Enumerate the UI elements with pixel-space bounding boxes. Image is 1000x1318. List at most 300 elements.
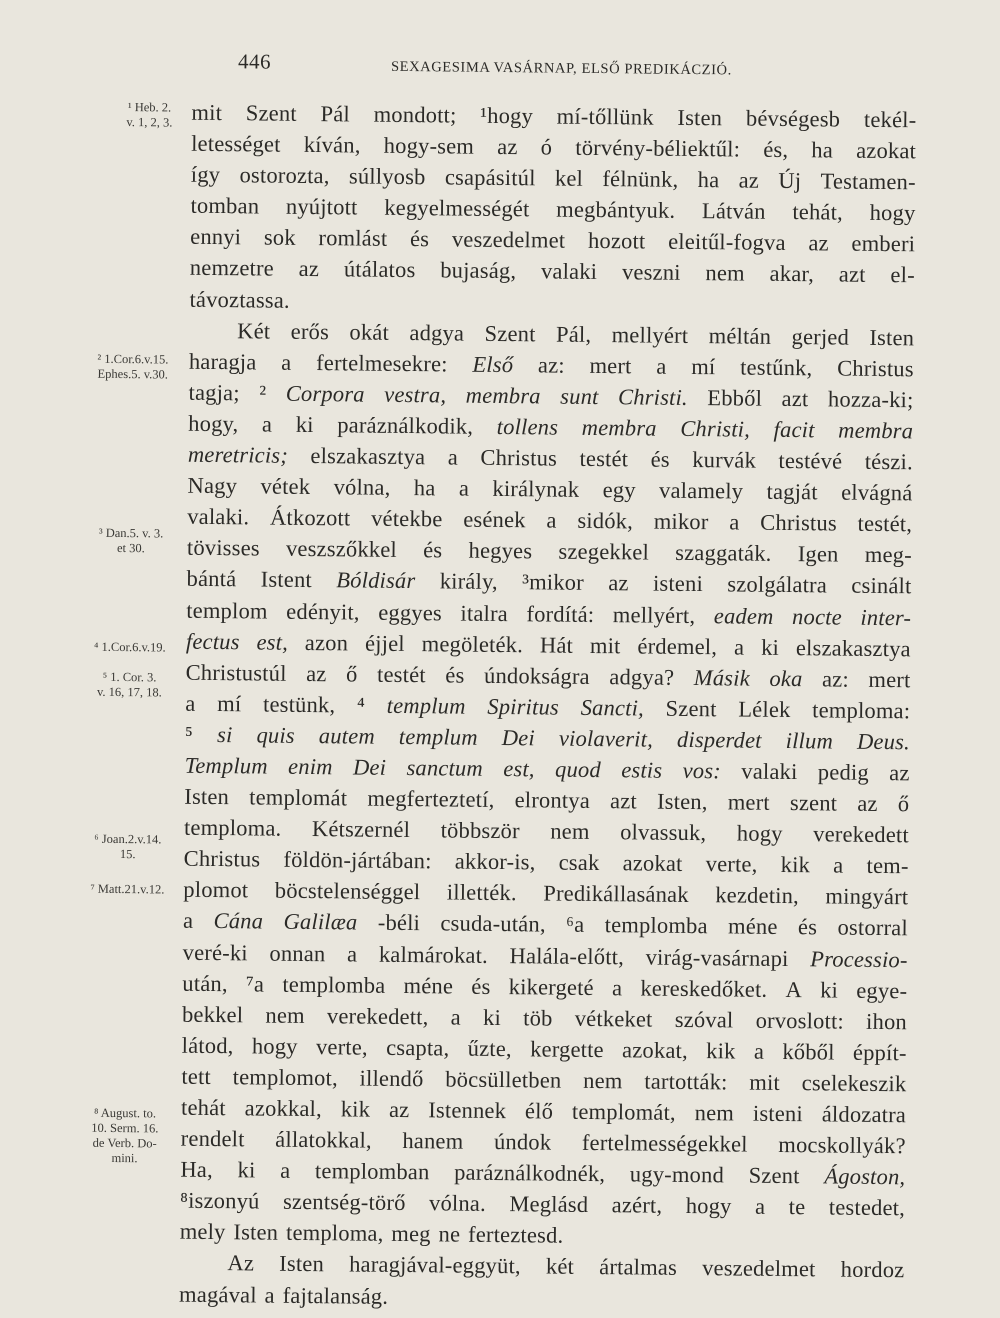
word: mert	[868, 666, 911, 692]
italic-word: Sancti,	[580, 694, 645, 721]
word: hogy	[736, 820, 783, 847]
word: vétekbe	[371, 505, 443, 532]
word: rendelt	[180, 1125, 245, 1152]
word: hanem	[402, 1128, 464, 1154]
word: a	[753, 1038, 765, 1064]
word: csapásitúl	[444, 164, 536, 191]
word: félnünk,	[602, 166, 679, 193]
word: egye-	[856, 977, 908, 1003]
word: méne	[403, 972, 454, 999]
word: Pál,	[555, 321, 592, 347]
word: a	[450, 1004, 462, 1030]
word: csapta,	[386, 1034, 450, 1061]
margin-note-line: et 30.	[116, 540, 145, 556]
word: templomát,	[571, 1098, 676, 1125]
word: Isten	[233, 1219, 279, 1246]
word: csinált	[851, 573, 912, 599]
word: a	[281, 349, 292, 375]
word: úndok	[493, 1129, 552, 1155]
italic-word: facit	[773, 416, 815, 443]
word: a	[733, 634, 745, 660]
italic-word: quis	[256, 722, 295, 748]
word: útálatos	[343, 256, 416, 283]
page-header	[6, 47, 1000, 87]
word: érdemel,	[637, 633, 718, 659]
word: Szent	[665, 695, 717, 722]
word: földön-jártában:	[283, 846, 432, 874]
word: azokat,	[622, 1037, 689, 1063]
word: ⁶a	[565, 912, 585, 938]
word: ó	[540, 134, 553, 160]
word: hogy,	[188, 410, 239, 437]
word: Christus	[837, 355, 914, 382]
word: mert	[589, 352, 632, 379]
word: a	[185, 690, 196, 716]
word: azokat	[622, 850, 683, 877]
word: testét	[579, 445, 629, 472]
word: esének	[463, 506, 526, 533]
word: Christus	[183, 845, 261, 872]
word: vétkeket	[574, 1005, 653, 1032]
italic-word: membra	[581, 414, 657, 441]
word: elrontya	[514, 787, 591, 814]
margin-note-line: ⁸ August. to.	[93, 1105, 157, 1121]
word: Christus	[760, 509, 837, 536]
word: ennyi	[190, 224, 242, 250]
word: meg-	[864, 542, 912, 568]
word: templomba	[604, 912, 708, 939]
word: azon	[304, 629, 349, 656]
italic-word: meretricis;	[187, 441, 289, 468]
word: isteni	[652, 571, 704, 597]
word: a	[611, 974, 623, 1000]
word: nem	[550, 818, 590, 845]
word: testedet,	[828, 1194, 906, 1221]
word: templomot,	[232, 1064, 338, 1091]
word: a	[261, 411, 273, 437]
word: valaki	[540, 258, 598, 285]
word: mocskollyák?	[778, 1132, 906, 1159]
word: a	[182, 908, 194, 934]
italic-word: templum	[386, 692, 466, 719]
word: Kétszernél	[311, 816, 411, 843]
word: fertelmesekre:	[316, 349, 448, 377]
word: sidók,	[577, 508, 634, 534]
margin-note-line: ³ Dan.5. v. 3.	[98, 525, 164, 541]
word: testünk,	[262, 691, 336, 718]
italic-word: membra	[465, 382, 541, 409]
word: virág-vasárnapi	[645, 944, 789, 971]
word: hogy	[251, 1033, 298, 1059]
word: megbántyuk.	[556, 196, 676, 224]
word: kik	[340, 1096, 371, 1122]
word: templom	[186, 597, 268, 624]
word: elvágná	[841, 479, 913, 506]
word: csuda-után,	[440, 910, 546, 937]
word: nem	[694, 1100, 735, 1126]
word: böcsülletben	[445, 1066, 562, 1093]
word: ki	[820, 976, 839, 1003]
italic-word: Christi,	[680, 415, 751, 442]
word: ⁵	[184, 721, 194, 747]
word: ostorral	[837, 914, 909, 941]
word: fordítá:	[526, 600, 595, 627]
word: verte,	[705, 851, 758, 877]
italic-word: Corpora	[285, 380, 365, 407]
word: Meglásd	[509, 1191, 589, 1218]
word: szentség-törő	[282, 1189, 406, 1216]
word: pedig	[817, 759, 870, 785]
word: kik	[780, 852, 811, 878]
word: tekél-	[863, 106, 917, 133]
word: egy	[602, 477, 636, 503]
word: tem-	[866, 853, 909, 879]
word: ²	[259, 380, 267, 406]
word: a	[458, 475, 470, 501]
word: szegekkel	[558, 538, 650, 565]
word: tett	[181, 1063, 212, 1089]
word: haragja	[188, 348, 257, 375]
word: így	[190, 161, 221, 188]
word: valamely	[658, 477, 744, 504]
word: sok	[263, 224, 296, 251]
word: többször	[440, 817, 520, 844]
margin-note-line: ⁴ 1.Cor.6.v.19.	[94, 639, 166, 655]
word: ki	[295, 411, 314, 437]
word: elszakasztya	[310, 443, 426, 470]
word: templomba	[282, 971, 386, 998]
word: adgya	[409, 319, 465, 346]
word: kereskedőket.	[640, 975, 768, 1002]
word: nemzetre	[189, 255, 275, 282]
italic-word: Első	[472, 351, 514, 377]
word: mondott;	[373, 101, 457, 128]
word: tomban	[190, 193, 260, 219]
word: Ha,	[180, 1156, 214, 1183]
italic-word: Deus.	[856, 728, 911, 755]
word: te	[788, 1194, 806, 1220]
word: ki	[482, 1004, 502, 1030]
word: bévségesb	[745, 105, 841, 132]
word: paráználkodik,	[337, 412, 474, 439]
word: Új	[778, 168, 802, 194]
word: mikor	[653, 508, 709, 535]
word: az	[889, 760, 910, 786]
word: után,	[182, 970, 228, 996]
word: csak	[558, 849, 600, 876]
word: italra	[460, 600, 509, 626]
word: ártalmas	[599, 1254, 678, 1281]
word: ⁸iszonyú	[179, 1187, 260, 1214]
italic-word: membra	[838, 417, 914, 444]
word: tövisses	[186, 535, 260, 561]
word: éjjel	[364, 630, 405, 656]
word: súllyosb	[348, 163, 426, 190]
margin-note-line: ⁵ 1. Cor. 3.	[102, 669, 157, 685]
word: nem	[583, 1067, 623, 1094]
word: Hát	[539, 632, 574, 658]
word: ha	[697, 167, 720, 193]
word: okát	[349, 319, 390, 345]
word: azt	[838, 261, 866, 288]
word: és	[471, 973, 491, 999]
word: paráználkodnék,	[454, 1159, 606, 1187]
margin-note	[67, 881, 187, 897]
word: temploma:	[812, 697, 911, 724]
word: kezdetin,	[715, 882, 800, 909]
word: ha	[811, 137, 834, 163]
word: Szent	[484, 320, 536, 347]
word: akkor-is,	[454, 848, 536, 875]
word: mingyárt	[825, 883, 909, 910]
word: úndokságra	[483, 662, 590, 689]
word: veszedelmet	[702, 1255, 816, 1282]
margin-note-line: v. 1, 2, 3.	[126, 115, 173, 130]
word: magával	[179, 1281, 257, 1308]
italic-word: tollens	[496, 413, 559, 440]
word: a	[656, 353, 667, 379]
italic-word: eadem	[713, 602, 774, 629]
word: ferteztesd.	[467, 1222, 564, 1249]
word: az:	[537, 352, 565, 378]
italic-word: vos:	[682, 757, 722, 784]
word: ⁴	[356, 692, 366, 718]
margin-note-line: ² 1.Cor.6.v.15.	[97, 351, 169, 367]
margin-note-line: ⁶ Joan.2.v.14.	[94, 831, 162, 847]
word: kegyelmességét	[384, 195, 530, 222]
word: temploma,	[285, 1220, 384, 1247]
italic-word: si	[216, 721, 233, 748]
word: a	[833, 852, 844, 878]
word: az:	[821, 666, 850, 692]
word: kik	[706, 1037, 736, 1064]
word: az	[608, 570, 629, 596]
word: Isten	[869, 324, 915, 350]
word: azért,	[611, 1192, 663, 1219]
word: hozott	[587, 228, 646, 254]
word: hogy	[685, 1193, 732, 1219]
word: olvassuk,	[620, 819, 707, 846]
italic-word: Bóldisár	[336, 567, 416, 594]
word: isteni	[752, 1100, 804, 1127]
word: verekedett	[813, 821, 910, 848]
word: ha	[413, 475, 436, 501]
word: az	[306, 660, 327, 686]
word: bujaság,	[440, 257, 517, 284]
word: mí	[217, 690, 242, 717]
word: ki	[237, 1157, 256, 1183]
word: plomot	[183, 877, 249, 903]
margin-note	[64, 1105, 185, 1166]
word: elszakasztya	[795, 634, 911, 661]
word: ne	[438, 1221, 461, 1247]
word: -béli	[377, 910, 421, 936]
word: hogy-sem	[383, 132, 475, 159]
margin-note	[68, 831, 188, 862]
margin-note	[69, 669, 189, 700]
word: a	[546, 507, 557, 533]
word: a	[346, 940, 358, 967]
word: veszni	[621, 259, 681, 286]
word: mí-tőllünk	[556, 103, 654, 130]
margin-note-line: ¹ Heb. 2.	[127, 100, 172, 115]
margin-note	[73, 352, 193, 383]
word: és,	[763, 136, 789, 163]
italic-word: sanctum	[406, 754, 484, 781]
word: Igen	[797, 541, 839, 567]
word: tehát	[180, 1094, 226, 1121]
word: távoztassa.	[189, 286, 290, 313]
word: mit	[749, 1069, 781, 1095]
word: haragjával-eggyüt,	[349, 1251, 521, 1279]
word: szolgálatra	[727, 571, 828, 598]
word: király,	[439, 568, 498, 595]
word: illették.	[446, 879, 517, 906]
italic-word: oka	[769, 665, 803, 691]
word: és	[423, 537, 443, 563]
word: azt	[609, 788, 638, 814]
word: a	[264, 1282, 275, 1308]
word: az	[497, 134, 518, 160]
word: és	[445, 662, 465, 688]
word: látod,	[181, 1032, 234, 1059]
word: Testamen-	[820, 168, 916, 195]
word: az	[738, 167, 760, 193]
word: állatokkal,	[275, 1126, 372, 1153]
word: királynak	[492, 476, 580, 502]
word: Predikállasának	[543, 880, 689, 908]
word: és	[797, 914, 818, 940]
word: Isten	[184, 783, 230, 810]
italic-word: Galilæa	[283, 909, 358, 935]
word: nem	[265, 1002, 305, 1028]
word: tészi.	[864, 448, 913, 475]
margin-note-line: v. 16, 17, 18.	[96, 684, 162, 700]
italic-word: quod	[554, 756, 602, 783]
word: eleitűl-fogva	[668, 229, 786, 256]
word: a	[729, 509, 740, 535]
word: veszszőkkel	[285, 536, 398, 563]
italic-word: disperdet	[676, 726, 762, 753]
word: mí	[691, 353, 716, 379]
word: kergette	[530, 1036, 604, 1062]
word: ki	[761, 634, 780, 660]
margin-note-line: 10. Serm. 16.	[91, 1120, 159, 1136]
word: méltán	[708, 322, 772, 349]
main-text	[179, 97, 917, 1317]
word: temploma.	[183, 814, 282, 841]
margin-note-line: de Verb. Do-	[92, 1135, 157, 1151]
italic-word: violaverit,	[558, 725, 654, 752]
word: veszedelmet	[451, 226, 566, 254]
margin-note	[89, 100, 209, 131]
word: Istennek	[428, 1097, 507, 1124]
word: ihon	[866, 1008, 908, 1035]
word: romlást	[318, 225, 388, 252]
word: mit	[589, 632, 621, 658]
italic-word: illum	[785, 727, 834, 754]
word: bántá	[186, 566, 237, 592]
word: kikergeté	[508, 973, 594, 1000]
word: tehát,	[792, 199, 844, 225]
word: Szent	[245, 100, 297, 126]
word: edényit,	[286, 598, 360, 625]
word: meg	[391, 1221, 431, 1247]
word: Ebből	[707, 385, 763, 411]
word: Isten	[279, 1251, 325, 1277]
word: valaki	[741, 758, 798, 785]
word: eggyes	[378, 599, 443, 625]
word: hogy	[869, 200, 916, 226]
word: veré-ki	[182, 939, 248, 965]
word: A	[785, 976, 803, 1002]
italic-word: Spiritus	[487, 693, 560, 720]
word: el-	[890, 262, 915, 288]
word: hegyes	[468, 537, 533, 564]
running-title: SEXAGESIMA VASÁRNAP, ELSŐ PREDIKÁCZIÓ.	[390, 58, 732, 79]
word: éppít-	[852, 1039, 907, 1066]
word: Isten,	[656, 788, 708, 815]
word: Nagy	[187, 472, 238, 499]
word: kíván,	[303, 132, 361, 158]
italic-word: enim	[288, 753, 333, 780]
word: vólna,	[333, 474, 391, 500]
word: onnan	[269, 940, 326, 966]
word: ő	[897, 791, 910, 817]
italic-word: fectus	[185, 628, 240, 654]
word: a	[754, 1193, 766, 1220]
word: az	[298, 256, 320, 282]
margin-note-line: mini.	[111, 1150, 138, 1166]
word: mert	[727, 789, 770, 815]
word: két	[545, 1253, 575, 1280]
italic-word: sunt	[560, 383, 599, 409]
word: tagját	[766, 478, 818, 505]
word: szóval	[674, 1006, 734, 1033]
word: ostorozta,	[239, 162, 330, 189]
word: hordoz	[840, 1257, 905, 1283]
margin-note-line: ⁷ Matt.21.v.12.	[90, 881, 165, 897]
italic-word: Másik	[693, 664, 750, 691]
italic-word: Processio-	[810, 945, 908, 972]
word: töb	[523, 1004, 553, 1031]
italic-word: inter-	[860, 604, 912, 630]
word: kalmárokat.	[378, 941, 489, 968]
italic-word: Dei	[501, 724, 536, 751]
word: hozza-ki;	[827, 386, 914, 413]
word: azokat	[856, 137, 917, 164]
word: kel	[554, 165, 584, 192]
word: ugy-mond	[629, 1161, 725, 1188]
italic-word: est,	[256, 629, 289, 655]
word: verte,	[315, 1033, 368, 1060]
margin-note-line: 15.	[119, 847, 136, 862]
word: Lélek	[738, 696, 791, 722]
word: mellyért	[611, 321, 689, 348]
word: Látván	[701, 198, 766, 225]
word: szent	[789, 790, 838, 816]
word: testűnk,	[740, 354, 813, 381]
word: Halála-előtt,	[509, 942, 625, 969]
italic-word: Cána	[213, 908, 264, 934]
word: testét,	[857, 510, 913, 537]
word: cselekeszik	[801, 1070, 907, 1097]
word: Isten	[677, 104, 723, 131]
italic-word: nocte	[792, 603, 843, 630]
word: ⁷a	[245, 970, 265, 997]
word: a	[280, 1157, 291, 1184]
word: verekedett,	[326, 1002, 429, 1029]
